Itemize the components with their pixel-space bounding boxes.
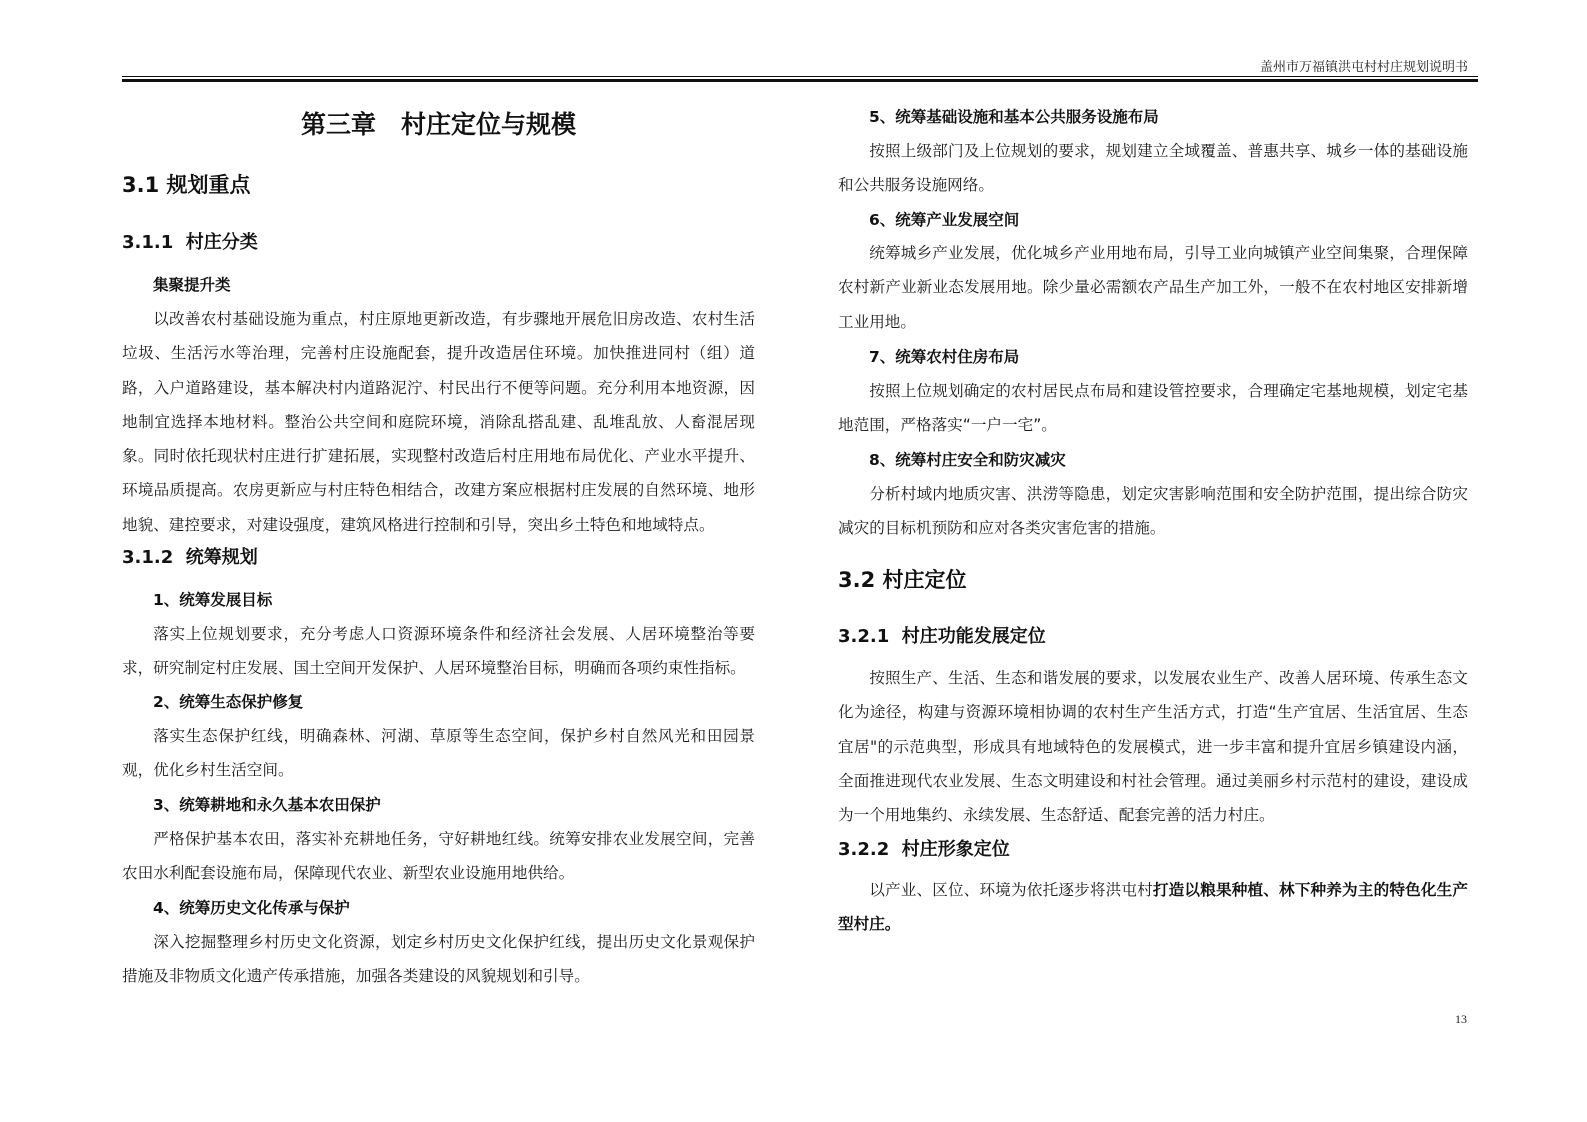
item-heading-3: 3、统筹耕地和永久基本农田保护 [153, 796, 381, 814]
right-column [838, 0, 1468, 1122]
subsection-title-3-2-2: 3.2.2 村庄形象定位 [838, 839, 1010, 860]
item-paragraph-7: 按照上位规划确定的农村居民点布局和建设管控要求，合理确定宅基地规模，划定宅基地范围，严格落实“一户一宅”。 [838, 382, 1468, 435]
item-paragraph-4: 深入挖掘整理乡村历史文化资源，划定乡村历史文化保护红线，提出历史文化景观保护措施及非物质文化遗产传承措施，加强各类建设的风貌规划和引导。 [122, 933, 755, 986]
item-paragraph-2: 落实生态保护红线，明确森林、河湖、草原等生态空间，保护乡村自然风光和田园景观，优化乡村生活空间。 [122, 727, 755, 780]
item-paragraph-5: 按照上级部门及上位规划的要求，规划建立全域覆盖、普惠共享、城乡一体的基础设施和公共服务设施网络。 [838, 142, 1468, 195]
item-paragraph-1: 落实上位规划要求，充分考虑人口资源环境条件和经济社会发展、人居环境整治等要求，研究制定村庄发展、国土空间开发保护、人居环境整治目标，明确而各项约束性指标。 [122, 625, 755, 678]
item-paragraph-8: 分析村域内地质灾害、洪涝等隐患，划定灾害影响范围和安全防护范围，提出综合防灾减灾的目标机预防和应对各类灾害危害的措施。 [838, 485, 1468, 538]
item-paragraph-6: 统筹城乡产业发展，优化城乡产业用地布局，引导工业向城镇产业空间集聚，合理保障农村新产业新业态发展用地。除少量必需额农产品生产加工外，一般不在农村地区安排新增工业用地。 [838, 244, 1468, 331]
item-paragraph-3: 严格保护基本农田，落实补充耕地任务，守好耕地红线。统筹安排农业发展空间，完善农田水利配套设施布局，保障现代农业、新型农业设施用地供给。 [122, 830, 755, 883]
subsection-title-3-1-2: 3.1.2 统筹规划 [122, 547, 258, 568]
item-heading-4: 4、统筹历史文化传承与保护 [153, 899, 350, 917]
subsection-title-3-1-1: 3.1.1 村庄分类 [122, 232, 258, 253]
left-column [122, 0, 755, 1122]
image-positioning-paragraph [838, 873, 1468, 942]
function-positioning-paragraph: 按照生产、生活、生态和谐发展的要求，以发展农业生产、改善人居环境、传承生态文化为途径，构建与资源环境相协调的农村生产生活方式，打造“生产宜居、生活宜居、生态宜居"的示范典型，形成具有地域特色的发展模式，进一步丰富和提升宜居乡镇建设内涵，全面推进现代农业发展、生态文明建设和村社会管理。通过美丽乡村示范村的建设，建设成为一个用地集约、永续发展、生态舒适、配套完善的活力村庄。 [838, 669, 1468, 825]
section-title-3-1: 3.1 规划重点 [122, 173, 251, 197]
category-paragraph: 以改善农村基础设施为重点，村庄原地更新改造，有步骤地开展危旧房改造、农村生活垃圾、生活污水等治理，完善村庄设施配套，提升改造居住环境。加快推进同村（组）道路，入户道路建设，基本解决村内道路泥泞、村民出行不便等问题。充分利用本地资源，因地制宜选择本地材料。整治公共空间和庭院环境，消除乱搭乱建、乱堆乱放、人畜混居现象。同时依托现状村庄进行扩建拓展，实现整村改造后村庄用地布局优化、产业水平提升、环境品质提高。农房更新应与村庄特色相结合，改建方案应根据村庄发展的自然环境、地形地貌、建控要求，对建设强度，建筑风格进行控制和引导，突出乡土特色和地域特点。 [122, 310, 755, 534]
category-heading: 集聚提升类 [153, 276, 231, 294]
section-title-3-2: 3.2 村庄定位 [838, 568, 967, 592]
item-heading-5: 5、统筹基础设施和基本公共服务设施布局 [869, 108, 1159, 126]
page-number: 13 [1455, 1012, 1467, 1026]
image-positioning-emphasis: 打造以粮果种植、林下种养为主的特色化生产型村庄。 [838, 881, 1468, 934]
item-heading-7: 7、统筹农村住房布局 [869, 348, 1020, 366]
item-heading-6: 6、统筹产业发展空间 [869, 211, 1020, 229]
running-header: 盖州市万福镇洪屯村村庄规划说明书 [1259, 59, 1468, 74]
item-heading-2: 2、统筹生态保护修复 [153, 693, 304, 711]
subsection-title-3-2-1: 3.2.1 村庄功能发展定位 [838, 626, 1046, 647]
chapter-title: 第三章 村庄定位与规模 [300, 110, 576, 139]
item-heading-8: 8、统筹村庄安全和防灾减灾 [869, 451, 1066, 469]
image-positioning-text: 以产业、区位、环境为依托逐步将洪屯村 [869, 881, 1153, 899]
item-heading-1: 1、统筹发展目标 [153, 591, 273, 609]
